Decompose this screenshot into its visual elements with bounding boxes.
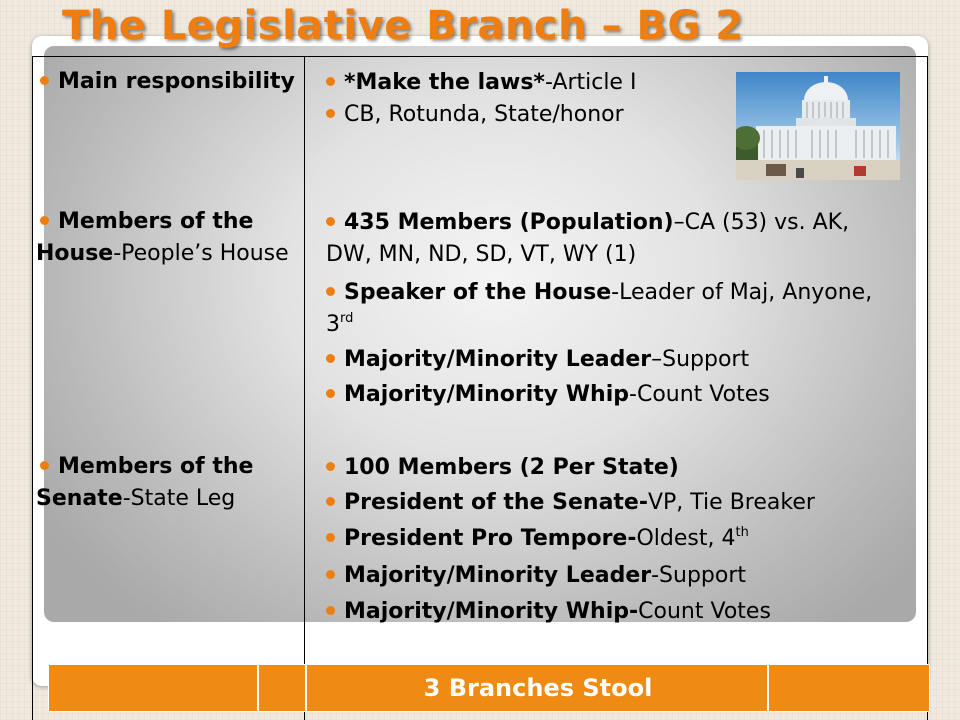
capitol-building-image (736, 72, 900, 180)
bullet-icon (326, 533, 335, 542)
right-item-2: CB, Rotunda, State/honor (326, 99, 726, 131)
left-item-main: Main responsibility (36, 66, 298, 98)
bullet-icon (326, 570, 335, 579)
right-item-1: *Make the laws*-Article I (326, 67, 726, 99)
left-item-senate: Members of the Senate-State Leg (36, 454, 254, 511)
slide-title: The Legislative Branch – BG 2 (62, 3, 744, 49)
right-item-11: Majority/Minority Whip-Count Votes (326, 596, 906, 628)
bullet-icon (326, 462, 335, 471)
bullet-icon (40, 461, 49, 470)
footer-cell-left (49, 665, 259, 711)
table-left-border (32, 56, 33, 720)
bullet-icon (326, 77, 335, 86)
table-top-border (32, 56, 928, 57)
bullet-icon (40, 216, 49, 225)
bullet-icon (326, 497, 335, 506)
right-item-6: Majority/Minority Whip-Count Votes (326, 379, 906, 411)
right-item-5: Majority/Minority Leader–Support (326, 344, 906, 376)
bullet-icon (40, 76, 49, 85)
left-item-house: Members of the House-People’s House (36, 209, 289, 266)
right-item-7: 100 Members (2 Per State) (326, 452, 906, 484)
right-item-3: 435 Members (Population)–CA (53) vs. AK, DW, MN, ND, SD, VT, WY (1) (326, 210, 850, 267)
bullet-icon (326, 389, 335, 398)
footer-label: 3 Branches Stool (423, 674, 653, 702)
right-item-10: Majority/Minority Leader-Support (326, 560, 906, 592)
table-column-divider (304, 56, 305, 720)
right-item-4: Speaker of the House-Leader of Maj, Anyone, 3rd (326, 280, 873, 337)
table-right-border (927, 56, 928, 720)
bullet-icon (326, 606, 335, 615)
right-item-9: President Pro Tempore-Oldest, 4th (326, 523, 906, 555)
footer-bar (48, 664, 930, 712)
bullet-icon (326, 217, 335, 226)
bullet-icon (326, 287, 335, 296)
footer-cell-left2 (259, 665, 307, 711)
bullet-icon (326, 109, 335, 118)
bullet-icon (326, 354, 335, 363)
right-item-8: President of the Senate-VP, Tie Breaker (326, 487, 926, 519)
